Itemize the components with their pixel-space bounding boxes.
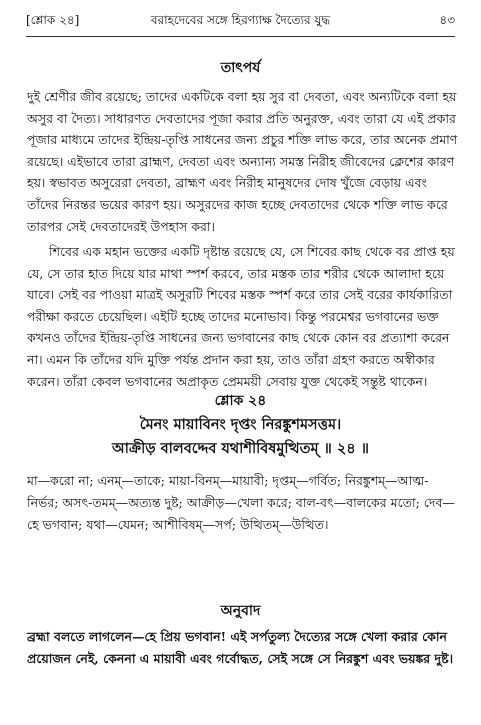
- verse-number: শ্লোক ২৪: [214, 393, 267, 409]
- purport-heading: তাৎপর্য: [220, 60, 261, 76]
- word-synonyms: মা—করো না; এনম্—তাকে; মায়া-বিনম্—মায়াবী; দৃপ্তম্—গর্বিত; নিরঙ্কুশম্—আত্ম-নির্ভর; অসৎ-তমম্—অত্যন্ত দুষ্ট; আক্রীড়—খেলা করে; বাল-বৎ—বালকের মতো; দেব—হে ভগবান; যথা—যেমন; আশীবিষম্—সর্প; উত্থিতম্—উত্থিত।: [27, 473, 455, 532]
- verse-reference: [শ্লোক ২৪]: [26, 13, 80, 27]
- verse-line-1: মৈনং মায়াবিনং দৃপ্তং নিরঙ্কুশমসত্তম।: [139, 416, 342, 433]
- translation-heading: অনুবাদ: [220, 603, 261, 619]
- purport-paragraph-1: দুই শ্রেণীর জীব রয়েছে; তাদের একটিকে বলা হয় সুর বা দেবতা, এবং অন্যটিকে বলা হয় অসুর বা দৈত্য। সাধারণত দেবতাদের পূজা করার প্রতি অনুরক্ত, এবং তারা যে এই প্রকার পূজার মাধ্যমে তাদের ইন্দ্রিয়-তৃপ্তি সাধনের জন্য প্রচুর শক্তি লাভ করে, তার অনেক প্রমাণ রয়েছে। এইভাবে তারা ব্রাহ্মণ, দেবতা এবং অন্যান্য সমস্ত নিরীহ জীবেদের ক্লেশের কারণ হয়। স্বভাবত অসুরেরা দেবতা, ব্রাহ্মণ এবং নিরীহ মানুষদের দোষ খুঁজে বেড়ায় এবং তাঁদের নিরন্তর ভয়ের কারণ হয়। অসুরদের কাজ হচ্ছে দেবতাদের থেকে শক্তি লাভ করে তারপর সেই দেবতাদেরই উপহাস করা।: [27, 89, 458, 234]
- running-header: [26, 12, 455, 32]
- page-number: ৪৩: [439, 13, 455, 27]
- translation-text: ব্রহ্মা বলতে লাগলেন—হে প্রিয় ভগবান! এই সর্পতুল্য দৈত্যের সঙ্গে খেলা করার কোন প্রয়োজন নেই, কেননা এ মায়াবী এবং গর্বোদ্ধত, সেই সঙ্গে সে নিরঙ্কুশ এবং ভয়ঙ্কর দুষ্ট।: [27, 629, 454, 666]
- header-rule: [26, 36, 455, 37]
- chapter-title: বরাহদেবের সঙ্গে হিরণ্যাক্ষ দৈত্যের যুদ্ধ: [150, 13, 331, 27]
- purport-paragraph-2: শিবের এক মহান ভক্তের একটি দৃষ্টান্ত রয়েছে যে, সে শিবের কাছ থেকে বর প্রাপ্ত হয় যে, সে তার হাত দিয়ে যার মাথা স্পর্শ করবে, তার মস্তক তার শরীর থেকে আলাদা হয়ে যাবে। সেই বর পাওয়া মাত্রই অসুরটি শিবের মস্তক স্পর্শ করে তার সেই বরের কার্যকারিতা পরীক্ষা করতে চেয়েছিল। এইটি হচ্ছে তাদের মনোভাব। কিন্তু পরমেশ্বর ভগবানের ভক্ত কখনও তাঁদের ইন্দ্রিয়-তৃপ্তি সাধনের জন্য ভগবানের কাছ থেকে কোন বর প্রত্যাশা করেন না। এমন কি তাঁদের যদি মুক্তি পর্যন্ত প্রদান করা হয়, তাও তাঁরা গ্রহণ করতে অস্বীকার করেন। তাঁরা কেবল ভগবানের অপ্রাকৃত প্রেমময়ী সেবায় যুক্ত থেকেই সন্তুষ্ট থাকেন।: [27, 244, 455, 389]
- verse-line-2: আক্রীড় বালবদ্দেব যথাশীবিষমুত্থিতম্ ॥ ২৪ ॥: [112, 440, 369, 457]
